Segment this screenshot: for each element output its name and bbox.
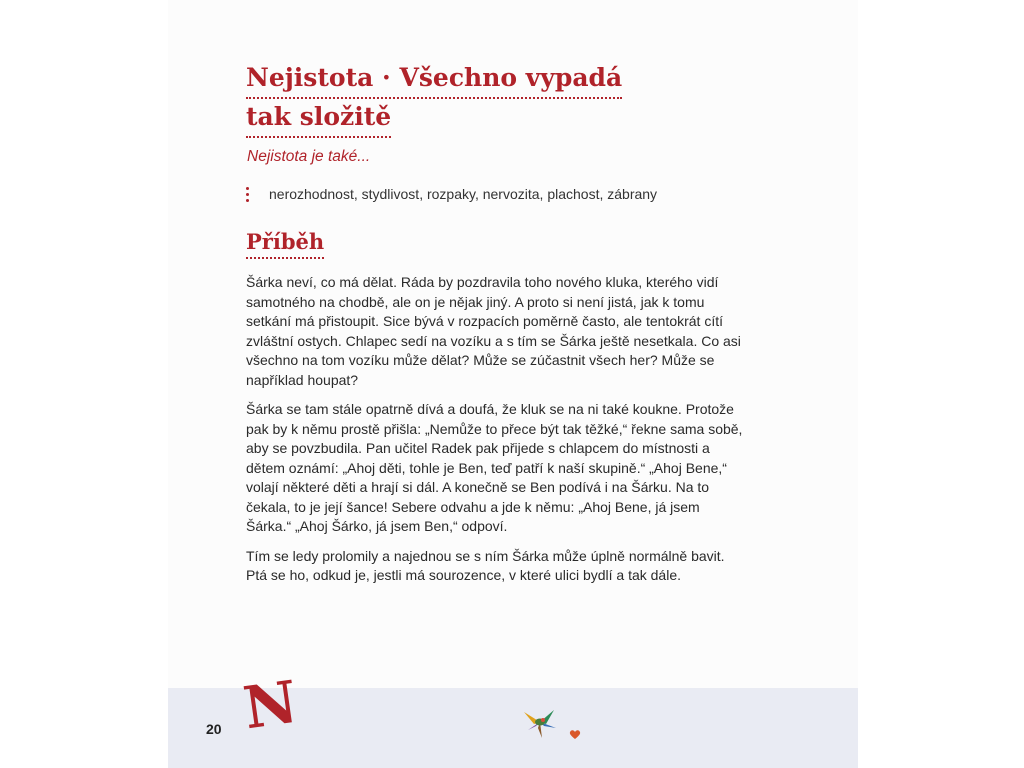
synonym-list-text: nerozhodnost, stydlivost, rozpaky, nervozita, plachost, zábrany <box>269 186 658 202</box>
subtitle: Nejistota je také... <box>247 148 371 165</box>
vertical-dots-icon <box>246 187 249 202</box>
book-page <box>168 0 858 768</box>
story-paragraph: Šárka neví, co má dělat. Ráda by pozdravila toho nového kluka, kterého vidí samotného na chodbě, ale on je nějak jiný. A proto si není jistá, jak k tomu setkání má přistoupit. Sice bývá v rozpacích poměrně často, ale tentokrát cítí zvláštní ostych. Chlapec sedí na vozíku a s tím se Šárka ještě nesetkala. Co asi všechno na tom vozíku může dělat? Může se zúčastnit všech her? Může se například houpat? <box>246 274 741 388</box>
page-title <box>246 60 622 138</box>
bird-icon <box>520 704 560 740</box>
page-title-line-2: tak složitě <box>246 99 391 138</box>
chapter-letter: N <box>239 667 302 743</box>
page-number: 20 <box>206 721 222 737</box>
heart-icon <box>569 729 581 740</box>
story-heading: Příběh <box>246 228 324 259</box>
story-text <box>246 273 746 596</box>
story-paragraph: Šárka se tam stále opatrně dívá a doufá, že kluk se na ni také koukne. Protože pak by k němu prostě přišla: „Nemůže to přece být tak těžké,“ řekne sama sobě, aby se povzbudila. Pan učitel Radek pak přijede s chlapcem do místnosti a dětem oznámí: „Ahoj děti, tohle je Ben, teď patří k naší skupině.“ „Ahoj Bene,“ volají některé děti a hrají si dál. A konečně se Ben podívá i na Šárku. Na to čekala, to je její šance! Sebere odvahu a jde k němu: „Ahoj Bene, já jsem Šárka.“ „Ahoj Šárko, já jsem Ben,“ odpoví. <box>246 401 743 534</box>
page-title-line-1: Nejistota · Všechno vypadá <box>246 60 622 99</box>
synonym-list <box>246 186 657 202</box>
story-paragraph: Tím se ledy prolomily a najednou se s ním Šárka může úplně normálně bavit. Ptá se ho, odkud je, jestli má sourozence, v které ulici bydlí a tak dále. <box>246 547 725 583</box>
